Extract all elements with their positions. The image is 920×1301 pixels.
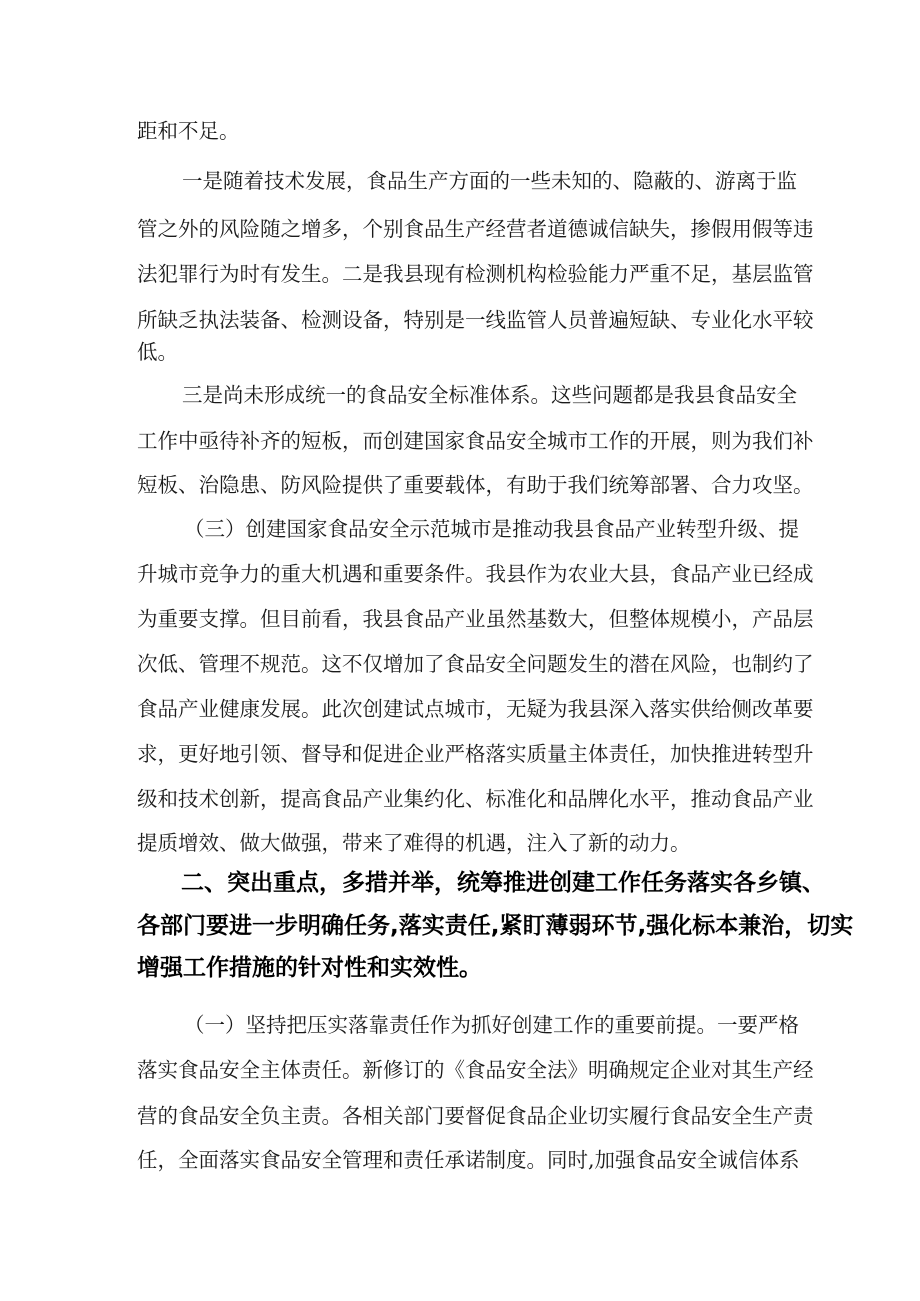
text-line-14: 食品产业健康发展。此次创建试点城市，无疑为我县深入落实供给侧改革要 bbox=[137, 697, 814, 721]
section-heading-line-2: 各部门要进一步明确任务,落实责任,紧盯薄弱环节,强化标本兼治，切实 bbox=[137, 913, 854, 939]
text-line-11: 升城市竞争力的重大机遇和重要条件。我县作为农业大县，食品产业已经成 bbox=[137, 562, 814, 586]
section-heading-line-3: 增强工作措施的针对性和实效性。 bbox=[137, 955, 482, 981]
section-heading-line-1: 二、突出重点，多措并举，统筹推进创建工作任务落实各乡镇、 bbox=[181, 870, 825, 896]
text-line-9: 短板、治隐患、防风险提供了重要载体，有助于我们统筹部署、合力攻坚。 bbox=[137, 473, 814, 497]
text-line-23: 营的食品安全负主责。各相关部门要督促食品企业切实履行食品安全生产责 bbox=[137, 1104, 814, 1128]
text-line-24: 任，全面落实食品安全管理和责任承诺制度。同时,加强食品安全诚信体系 bbox=[137, 1148, 800, 1172]
text-line-6: 低。 bbox=[137, 340, 178, 364]
text-line-4: 法犯罪行为时有发生。二是我县现有检测机构检验能力严重不足，基层监管 bbox=[137, 262, 814, 286]
text-line-7: 三是尚未形成统一的食品安全标准体系。这些问题都是我县食品安全 bbox=[182, 383, 797, 407]
text-line-3: 管之外的风险随之增多，个别食品生产经营者道德诚信缺失，掺假用假等违 bbox=[137, 217, 814, 241]
text-line-17: 提质增效、做大做强，带来了难得的机遇，注入了新的动力。 bbox=[137, 831, 691, 855]
text-line-5: 所缺乏执法装备、检测设备，特别是一线监管人员普遍短缺、专业化水平较 bbox=[137, 308, 814, 332]
text-line-13: 次低、管理不规范。这不仅增加了食品安全问题发生的潜在风险，也制约了 bbox=[137, 652, 814, 676]
text-line-22: 落实食品安全主体责任。新修订的《食品安全法》明确规定企业对其生产经 bbox=[137, 1058, 814, 1082]
text-line-8: 工作中亟待补齐的短板，而创建国家食品安全城市工作的开展，则为我们补 bbox=[137, 429, 814, 453]
text-line-1: 距和不足。 bbox=[137, 119, 240, 143]
text-line-15: 求，更好地引领、督导和促进企业严格落实质量主体责任，加快推进转型升 bbox=[137, 742, 814, 766]
text-line-2: 一是随着技术发展，食品生产方面的一些未知的、隐蔽的、游离于监 bbox=[182, 169, 797, 193]
text-line-16: 级和技术创新，提高食品产业集约化、标准化和品牌化水平，推动食品产业 bbox=[137, 787, 814, 811]
text-line-10: （三）创建国家食品安全示范城市是推动我县食品产业转型升级、提 bbox=[184, 517, 799, 541]
text-line-21: （一）坚持把压实落靠责任作为抓好创建工作的重要前提。一要严格 bbox=[184, 1013, 799, 1037]
text-line-12: 为重要支撑。但目前看，我县食品产业虽然基数大，但整体规模小，产品层 bbox=[137, 607, 814, 631]
